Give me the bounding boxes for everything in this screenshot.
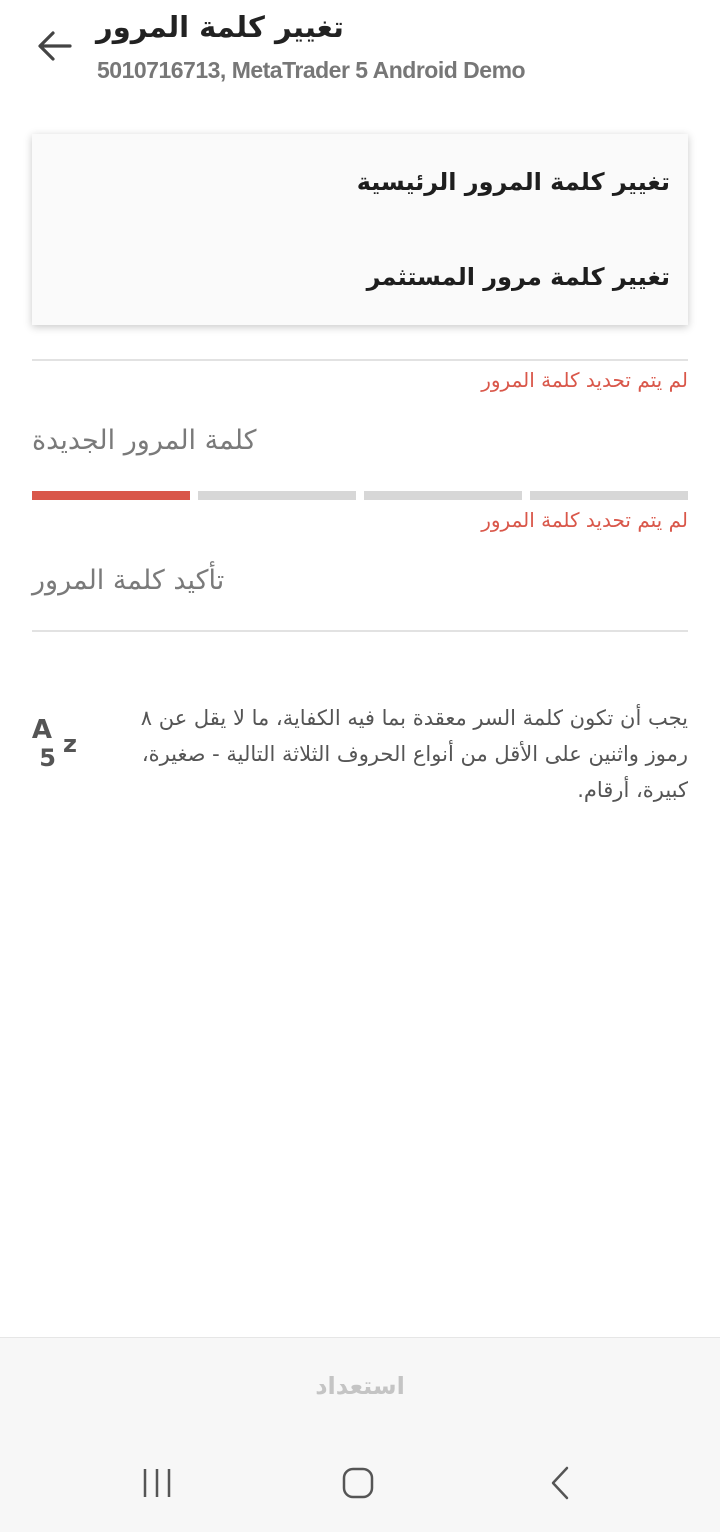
password-strength-meter	[32, 491, 688, 500]
icon-letter-lower: z	[63, 730, 77, 758]
current-password-underline	[32, 359, 688, 361]
menu-item-change-master-password[interactable]: تغيير كلمة المرور الرئيسية	[356, 168, 670, 196]
strength-segment	[364, 491, 522, 500]
new-password-error: لم يتم تحديد كلمة المرور	[481, 508, 688, 532]
back-icon	[543, 1466, 577, 1500]
account-subtitle: 5010716713, MetaTrader 5 Android Demo	[97, 57, 526, 83]
new-password-input[interactable]: كلمة المرور الجديدة	[32, 425, 257, 456]
menu-item-change-investor-password[interactable]: تغيير كلمة مرور المستثمر	[366, 263, 670, 291]
system-nav-bar	[0, 1435, 720, 1532]
recent-apps-icon	[140, 1466, 174, 1500]
password-type-menu	[32, 134, 688, 325]
page-title: تغيير كلمة المرور	[96, 10, 344, 44]
password-complexity-icon	[31, 708, 110, 772]
system-back-button[interactable]	[520, 1455, 600, 1511]
strength-segment	[32, 491, 190, 500]
back-button[interactable]	[26, 22, 84, 70]
bottom-area	[0, 1337, 720, 1532]
recent-apps-button[interactable]	[117, 1455, 197, 1511]
icon-letter-upper: A	[31, 715, 52, 745]
app-bar	[0, 0, 720, 110]
current-password-error: لم يتم تحديد كلمة المرور	[481, 368, 688, 392]
confirm-password-input[interactable]: تأكيد كلمة المرور	[32, 565, 225, 596]
strength-segment	[530, 491, 688, 500]
confirm-password-underline	[32, 630, 688, 632]
ready-button[interactable]: استعداد	[315, 1371, 405, 1400]
password-hint-text: يجب أن تكون كلمة السر معقدة بما فيه الكفاية، ما لا يقل عن ٨ رموز واثنين على الأقل من أنواع الحروف الثلاثة التالية - صغيرة، كبيرة، أرقام.	[140, 706, 688, 802]
arrow-left-icon	[37, 30, 73, 62]
strength-segment	[198, 491, 356, 500]
home-icon	[341, 1466, 375, 1500]
icon-letter-digit: 5	[39, 744, 56, 772]
home-button[interactable]	[318, 1455, 398, 1511]
